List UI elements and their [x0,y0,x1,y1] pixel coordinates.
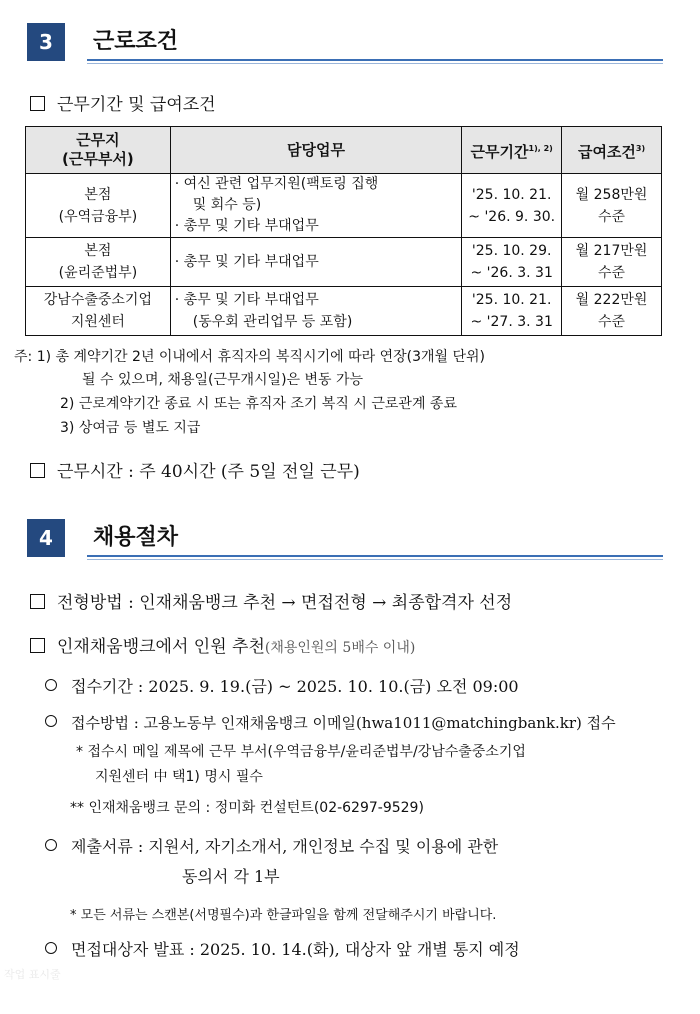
header-duty: 담당업무 [170,127,461,174]
footnote-1: 주: 1) 총 계약기간 2년 이내에서 휴직자의 복직시기에 따라 연장(3개월 단위) [14,349,485,365]
footnote-3: 3) 상여금 등 별도 지급 [60,420,201,436]
footnote-1-cont: 될 수 있으며, 채용일(근무개시일)은 변동 가능 [82,372,364,388]
conditions-table [25,126,662,336]
work-hours: 근무시간 : 주 40시간 (주 5일 전일 근무) [30,457,360,482]
footnote-2: 2) 근로계약기간 종료 시 또는 휴직자 조기 복직 시 근로관계 종료 [60,396,457,412]
table-row: 본점 (윤리준법부) · 총무 및 기타 부대업무 '25. 10. 29. ~ '26. 3. 31 월 217만원 수준 [26,238,662,287]
header-pay: 급여조건$^{3)}$ [562,127,662,174]
submission-docs: 제출서류 : 지원서, 자기소개서, 개인정보 수집 및 이용에 관한 [45,834,498,857]
application-note-2: ** 인재채움뱅크 문의 : 정미화 컨설턴트(02-6297-9529) [70,800,424,816]
table-row: 강남수출중소기업 지원센터 · 총무 및 기타 부대업무 (동우회 관리업무 등 포함) '25. 10. 21. ~ '27. 3. 31 월 222만원 수준 [26,287,662,336]
selection-method: 전형방법 : 인재채움뱅크 추천 → 면접전형 → 최종합격자 선정 [30,588,512,613]
checkbox-square-icon [30,594,45,609]
section-4-header [27,519,663,557]
checkbox-square-icon [30,638,45,653]
header-place: 근무지 (근무부서) [26,127,171,174]
table-row: 본점 (우역금융부) · 여신 관련 업무지원(팩토링 집행 및 회수 등) · 총무 및 기타 부대업무 '25. 10. 21. ~ '26. 9. 30. 월 258만원 수준 [26,174,662,238]
application-note-1-cont: 지원센터 中 택1) 명시 필수 [95,769,263,785]
recommendation: 인재채움뱅크에서 인원 추천(채용인원의 5배수 이내) [30,632,415,657]
divider [87,59,663,61]
section-title: 근로조건 [93,29,179,54]
divider [87,555,663,557]
section-3-header [27,23,663,61]
recommend-note: (채용인원의 5배수 이내) [264,640,416,656]
checkbox-square-icon [30,463,45,478]
header-period: 근무기간$^{1), 2)}$ [462,127,562,174]
application-note-1: * 접수시 메일 제목에 근무 부서(우역금융부/윤리준법부/강남수출중소기업 [76,744,526,760]
divider [87,559,663,560]
checkbox-square-icon [30,96,45,111]
submission-note: * 모든 서류는 스캔본(서명필수)과 한글파일을 함께 전달해주시기 바랍니다. [70,908,497,923]
section-title: 채용절차 [93,525,179,550]
circle-bullet-icon [45,679,57,691]
heading-work-conditions: 근무기간 및 급여조건 [30,90,216,115]
taskbar-watermark: 작업 표시줄 [4,968,61,981]
application-period: 접수기간 : 2025. 9. 19.(금) ~ 2025. 10. 10.(금) 오전 09:00 [45,674,519,697]
divider [87,63,663,64]
circle-bullet-icon [45,942,57,954]
submission-docs-cont: 동의서 각 1부 [182,867,280,886]
section-number: 3 [27,23,65,61]
section-number: 4 [27,519,65,557]
circle-bullet-icon [45,715,57,727]
circle-bullet-icon [45,839,57,851]
application-method: 접수방법 : 고용노동부 인재채움뱅크 이메일(hwa1011@matchingbank.kr) 접수 [45,712,616,733]
interview-announcement: 면접대상자 발표 : 2025. 10. 14.(화), 대상자 앞 개별 통지 예정 [45,937,520,960]
